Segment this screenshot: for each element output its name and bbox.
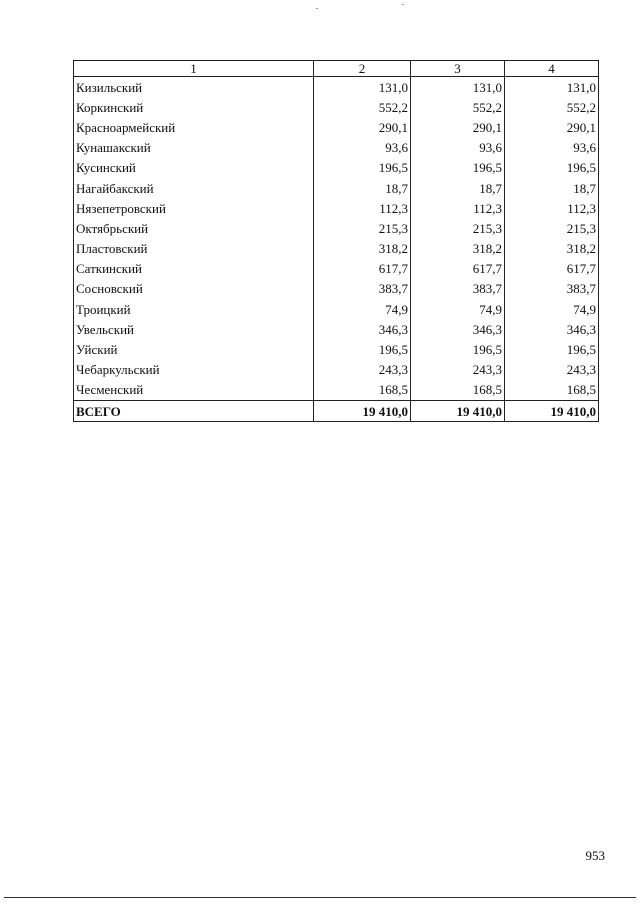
value-cell-v2: 196,5 bbox=[314, 339, 411, 359]
value-cell-v3: 243,3 bbox=[411, 360, 505, 380]
value-cell-v3: 74,9 bbox=[411, 299, 505, 319]
header-col-1: 1 bbox=[74, 61, 314, 77]
header-row bbox=[74, 61, 599, 77]
value-cell-v3: 18,7 bbox=[411, 178, 505, 198]
value-cell-v3: 19 410,0 bbox=[411, 401, 505, 422]
table-row bbox=[74, 158, 599, 178]
table-row bbox=[74, 77, 599, 98]
value-cell-v2: 196,5 bbox=[314, 158, 411, 178]
table-row bbox=[74, 218, 599, 238]
district-name-cell: Уйский bbox=[74, 339, 314, 359]
value-cell-v2: 552,2 bbox=[314, 97, 411, 117]
value-cell-v2: 383,7 bbox=[314, 279, 411, 299]
value-cell-v4: 318,2 bbox=[505, 239, 599, 259]
value-cell-v2: 74,9 bbox=[314, 299, 411, 319]
value-cell-v3: 168,5 bbox=[411, 380, 505, 401]
table-row bbox=[74, 299, 599, 319]
table-row bbox=[74, 380, 599, 401]
value-cell-v4: 168,5 bbox=[505, 380, 599, 401]
district-name-cell: Пластовский bbox=[74, 239, 314, 259]
district-name-cell: Сосновский bbox=[74, 279, 314, 299]
value-cell-v3: 617,7 bbox=[411, 259, 505, 279]
value-cell-v3: 290,1 bbox=[411, 117, 505, 137]
table-row bbox=[74, 138, 599, 158]
scan-artifact bbox=[402, 4, 404, 5]
table-row bbox=[74, 279, 599, 299]
value-cell-v2: 18,7 bbox=[314, 178, 411, 198]
value-cell-v2: 93,6 bbox=[314, 138, 411, 158]
district-name-cell: Кунашакский bbox=[74, 138, 314, 158]
value-cell-v4: 196,5 bbox=[505, 158, 599, 178]
value-cell-v4: 74,9 bbox=[505, 299, 599, 319]
value-cell-v4: 19 410,0 bbox=[505, 401, 599, 422]
value-cell-v4: 290,1 bbox=[505, 117, 599, 137]
value-cell-v3: 131,0 bbox=[411, 77, 505, 98]
scan-artifact bbox=[316, 8, 318, 9]
value-cell-v3: 552,2 bbox=[411, 97, 505, 117]
district-name-cell: Чесменский bbox=[74, 380, 314, 401]
value-cell-v4: 215,3 bbox=[505, 218, 599, 238]
value-cell-v2: 346,3 bbox=[314, 319, 411, 339]
value-cell-v4: 112,3 bbox=[505, 198, 599, 218]
district-name-cell: Кусинский bbox=[74, 158, 314, 178]
value-cell-v3: 112,3 bbox=[411, 198, 505, 218]
district-name-cell: Троицкий bbox=[74, 299, 314, 319]
value-cell-v2: 290,1 bbox=[314, 117, 411, 137]
district-name-cell: Коркинский bbox=[74, 97, 314, 117]
total-row bbox=[74, 401, 599, 422]
allocation-table bbox=[73, 60, 599, 422]
district-name-cell: Нязепетровский bbox=[74, 198, 314, 218]
value-cell-v3: 318,2 bbox=[411, 239, 505, 259]
value-cell-v4: 243,3 bbox=[505, 360, 599, 380]
district-name-cell: Кизильский bbox=[74, 77, 314, 98]
value-cell-v4: 552,2 bbox=[505, 97, 599, 117]
district-name-cell: ВСЕГО bbox=[74, 401, 314, 422]
value-cell-v4: 131,0 bbox=[505, 77, 599, 98]
value-cell-v2: 112,3 bbox=[314, 198, 411, 218]
value-cell-v2: 19 410,0 bbox=[314, 401, 411, 422]
district-name-cell: Увельский bbox=[74, 319, 314, 339]
value-cell-v2: 215,3 bbox=[314, 218, 411, 238]
value-cell-v4: 346,3 bbox=[505, 319, 599, 339]
district-name-cell: Чебаркульский bbox=[74, 360, 314, 380]
header-col-4: 4 bbox=[505, 61, 599, 77]
value-cell-v4: 93,6 bbox=[505, 138, 599, 158]
table-row bbox=[74, 117, 599, 137]
page-number: 953 bbox=[585, 848, 605, 863]
table-row bbox=[74, 198, 599, 218]
value-cell-v4: 383,7 bbox=[505, 279, 599, 299]
table-row bbox=[74, 239, 599, 259]
value-cell-v2: 617,7 bbox=[314, 259, 411, 279]
value-cell-v2: 243,3 bbox=[314, 360, 411, 380]
value-cell-v4: 18,7 bbox=[505, 178, 599, 198]
table-row bbox=[74, 178, 599, 198]
district-name-cell: Саткинский bbox=[74, 259, 314, 279]
district-name-cell: Красноармейский bbox=[74, 117, 314, 137]
footer-rule bbox=[4, 897, 636, 898]
value-cell-v4: 196,5 bbox=[505, 339, 599, 359]
table-header bbox=[74, 61, 599, 77]
value-cell-v3: 383,7 bbox=[411, 279, 505, 299]
table-row bbox=[74, 97, 599, 117]
value-cell-v2: 131,0 bbox=[314, 77, 411, 98]
value-cell-v3: 196,5 bbox=[411, 339, 505, 359]
header-col-3: 3 bbox=[411, 61, 505, 77]
district-name-cell: Октябрьский bbox=[74, 218, 314, 238]
value-cell-v3: 196,5 bbox=[411, 158, 505, 178]
table-body bbox=[74, 77, 599, 422]
table-row bbox=[74, 259, 599, 279]
value-cell-v3: 215,3 bbox=[411, 218, 505, 238]
table-row bbox=[74, 319, 599, 339]
table-row bbox=[74, 339, 599, 359]
value-cell-v3: 346,3 bbox=[411, 319, 505, 339]
value-cell-v2: 168,5 bbox=[314, 380, 411, 401]
value-cell-v2: 318,2 bbox=[314, 239, 411, 259]
district-name-cell: Нагайбакский bbox=[74, 178, 314, 198]
table-row bbox=[74, 360, 599, 380]
value-cell-v4: 617,7 bbox=[505, 259, 599, 279]
value-cell-v3: 93,6 bbox=[411, 138, 505, 158]
header-col-2: 2 bbox=[314, 61, 411, 77]
